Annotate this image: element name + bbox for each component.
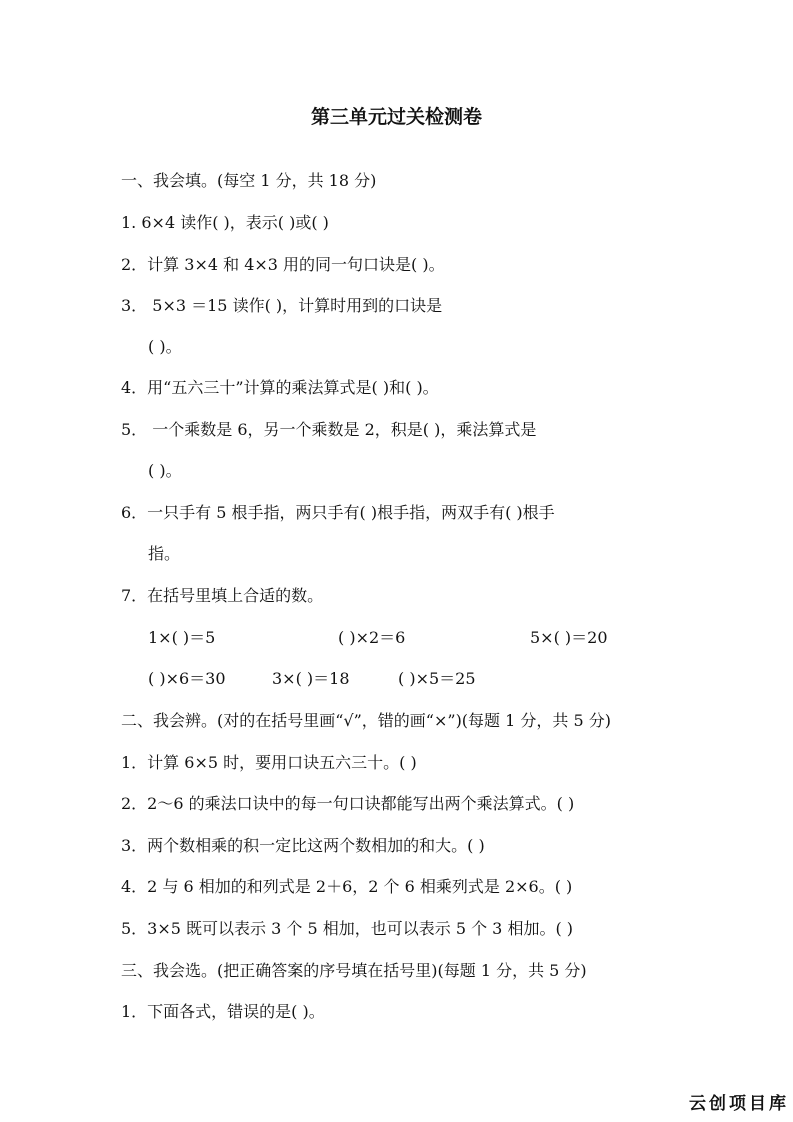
page-title: 第三单元过关检测卷 [310, 106, 482, 128]
question-1-6-cont: 指。 [148, 544, 181, 563]
question-1-2: 2．计算 3×4 和 4×3 用的同一句口诀是( )。 [121, 255, 445, 274]
question-1-7: 7．在括号里填上合适的数。 [121, 586, 324, 605]
question-3-1: 1．下面各式，错误的是( )。 [121, 1002, 325, 1021]
question-1-3: 3． 5×3 ＝15 读作( )，计算时用到的口诀是 [121, 296, 443, 315]
equation: ( )×5＝25 [398, 669, 476, 688]
equation: 5×( )＝20 [530, 628, 608, 647]
section-2-heading: 二、我会辨。(对的在括号里画“√”，错的画“×”)(每题 1 分，共 5 分) [121, 711, 611, 730]
question-1-1: 1. 6×4 读作( )，表示( )或( ) [121, 213, 329, 232]
question-1-6: 6．一只手有 5 根手指，两只手有( )根手指，两双手有( )根手 [121, 503, 555, 522]
equation: ( )×6＝30 [148, 669, 226, 688]
question-1-3-blank: ( )。 [148, 337, 182, 356]
equation: 3×( )＝18 [272, 669, 350, 688]
question-1-5: 5． 一个乘数是 6，另一个乘数是 2，积是( )，乘法算式是 [121, 420, 537, 439]
section-3-heading: 三、我会选。(把正确答案的序号填在括号里)(每题 1 分，共 5 分) [121, 961, 587, 980]
question-2-5: 5．3×5 既可以表示 3 个 5 相加，也可以表示 5 个 3 相加。( ) [121, 919, 574, 938]
question-1-5-blank: ( )。 [148, 461, 182, 480]
equation: 1×( )＝5 [148, 628, 216, 647]
section-1-heading: 一、我会填。(每空 1 分，共 18 分) [121, 171, 377, 190]
watermark: 云创项目库 [689, 1094, 789, 1114]
question-2-3: 3．两个数相乘的积一定比这两个数相加的和大。( ) [121, 836, 485, 855]
question-1-4: 4．用“五六三十”计算的乘法算式是( )和( )。 [121, 378, 439, 397]
question-2-2: 2．2～6 的乘法口诀中的每一句口诀都能写出两个乘法算式。( ) [121, 794, 575, 813]
equation: ( )×2＝6 [338, 628, 406, 647]
question-2-4: 4．2 与 6 相加的和列式是 2＋6，2 个 6 相乘列式是 2×6。( ) [121, 877, 573, 896]
question-2-1: 1．计算 6×5 时，要用口诀五六三十。( ) [121, 753, 417, 772]
